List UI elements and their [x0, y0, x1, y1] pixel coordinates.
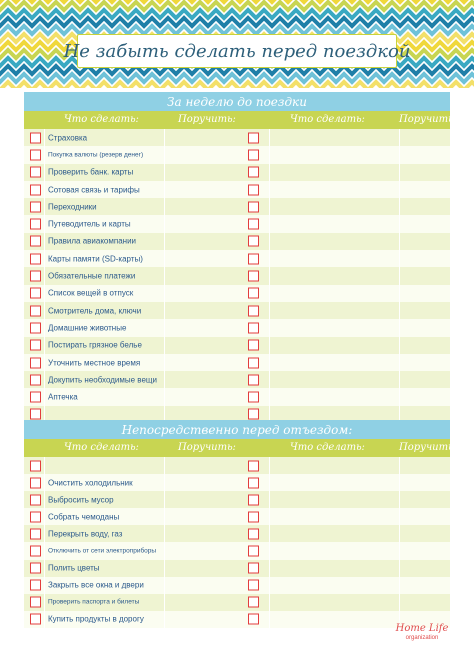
- task-cell: [44, 198, 164, 215]
- task-field-2[interactable]: [269, 611, 399, 628]
- task-checkbox[interactable]: [30, 271, 41, 282]
- column-header-who: Поручить:: [178, 114, 236, 125]
- task-row: [24, 198, 450, 215]
- logo-line-2: organization: [405, 635, 439, 641]
- task-cell: [44, 525, 164, 542]
- assignee-field[interactable]: [164, 457, 238, 474]
- column-header-who-2: Поручить:: [399, 114, 457, 125]
- task-cell: [44, 474, 164, 491]
- task-label: Смотритель дома, ключи: [48, 306, 142, 316]
- task-field-2[interactable]: [269, 337, 399, 354]
- task-cell: [44, 542, 164, 559]
- assignee-field[interactable]: [164, 594, 238, 611]
- assignee-field[interactable]: [164, 146, 238, 163]
- task-cell: [44, 457, 164, 474]
- task-row: [24, 354, 450, 371]
- task-field-2[interactable]: [269, 302, 399, 319]
- task-cell: [44, 164, 164, 181]
- task-cell: [44, 611, 164, 628]
- section-right-before-departure: [24, 420, 457, 628]
- task-field-2[interactable]: [269, 319, 399, 336]
- task-checkbox-2[interactable]: [248, 236, 259, 247]
- logo-line-1: Home Life: [395, 623, 449, 634]
- task-checkbox-2[interactable]: [248, 288, 259, 299]
- task-field-2[interactable]: [269, 577, 399, 594]
- task-checkbox[interactable]: [30, 236, 41, 247]
- task-cell: [44, 146, 164, 163]
- task-row: [24, 319, 450, 336]
- assignee-field[interactable]: [164, 474, 238, 491]
- assignee-field[interactable]: [164, 319, 238, 336]
- task-row: [24, 181, 450, 198]
- task-label: Полить цветы: [48, 563, 100, 573]
- task-checkbox-2[interactable]: [248, 167, 259, 178]
- assignee-field-2[interactable]: [399, 354, 450, 371]
- column-header-task: Что сделать:: [64, 114, 139, 125]
- task-checkbox-2[interactable]: [248, 563, 259, 574]
- assignee-field-2[interactable]: [399, 146, 450, 163]
- task-label: Проверить банк. карты: [48, 167, 134, 177]
- task-field-2[interactable]: [269, 542, 399, 559]
- assignee-field[interactable]: [164, 354, 238, 371]
- task-row: [24, 594, 450, 611]
- task-cell: [44, 285, 164, 302]
- assignee-field-2[interactable]: [399, 560, 450, 577]
- task-checkbox-2[interactable]: [248, 357, 259, 368]
- task-row: [24, 233, 450, 250]
- task-row: [24, 129, 450, 146]
- task-cell: [44, 491, 164, 508]
- task-row: [24, 146, 450, 163]
- task-row: [24, 525, 450, 542]
- task-cell: [44, 181, 164, 198]
- task-list: [24, 129, 450, 423]
- task-checkbox-2[interactable]: [248, 597, 259, 608]
- task-field-2[interactable]: [269, 474, 399, 491]
- task-row: [24, 302, 450, 319]
- task-cell: [44, 129, 164, 146]
- task-row: [24, 337, 450, 354]
- task-row: [24, 164, 450, 181]
- task-checkbox-2[interactable]: [248, 528, 259, 539]
- assignee-field-2[interactable]: [399, 319, 450, 336]
- task-checkbox-2[interactable]: [248, 340, 259, 351]
- task-cell: [44, 267, 164, 284]
- task-field-2[interactable]: [269, 129, 399, 146]
- task-label: Перекрыть воду, газ: [48, 529, 123, 539]
- assignee-field[interactable]: [164, 198, 238, 215]
- task-checkbox[interactable]: [30, 167, 41, 178]
- assignee-field[interactable]: [164, 267, 238, 284]
- task-row: [24, 611, 450, 628]
- task-label: Обязательные платежи: [48, 271, 136, 281]
- task-checkbox[interactable]: [30, 409, 41, 420]
- task-checkbox[interactable]: [30, 460, 41, 471]
- task-field-2[interactable]: [269, 457, 399, 474]
- assignee-field[interactable]: [164, 508, 238, 525]
- task-row: [24, 388, 450, 405]
- assignee-field[interactable]: [164, 388, 238, 405]
- task-cell: [44, 319, 164, 336]
- assignee-field[interactable]: [164, 371, 238, 388]
- task-cell: [44, 233, 164, 250]
- assignee-field-2[interactable]: [399, 542, 450, 559]
- task-label: Страховка: [48, 133, 88, 143]
- task-checkbox-2[interactable]: [248, 149, 259, 160]
- assignee-field-2[interactable]: [399, 285, 450, 302]
- task-field-2[interactable]: [269, 560, 399, 577]
- task-cell: [44, 354, 164, 371]
- assignee-field-2[interactable]: [399, 164, 450, 181]
- assignee-field-2[interactable]: [399, 233, 450, 250]
- task-cell: [44, 302, 164, 319]
- task-label: Собрать чемоданы: [48, 512, 120, 522]
- task-list: [24, 457, 450, 628]
- assignee-field-2[interactable]: [399, 388, 450, 405]
- task-checkbox[interactable]: [30, 528, 41, 539]
- task-field-2[interactable]: [269, 198, 399, 215]
- task-label: Закрыть все окна и двери: [48, 580, 144, 590]
- assignee-field-2[interactable]: [399, 129, 450, 146]
- assignee-field-2[interactable]: [399, 250, 450, 267]
- assignee-field[interactable]: [164, 542, 238, 559]
- task-field-2[interactable]: [269, 371, 399, 388]
- assignee-field-2[interactable]: [399, 371, 450, 388]
- task-field-2[interactable]: [269, 233, 399, 250]
- assignee-field-2[interactable]: [399, 594, 450, 611]
- task-label: Постирать грязное белье: [48, 340, 142, 350]
- assignee-field-2[interactable]: [399, 198, 450, 215]
- task-field-2[interactable]: [269, 250, 399, 267]
- task-field-2[interactable]: [269, 508, 399, 525]
- task-cell: [44, 215, 164, 232]
- task-label: Покупка валюты (резерв денег): [48, 151, 144, 159]
- task-checkbox[interactable]: [30, 357, 41, 368]
- task-checkbox[interactable]: [30, 184, 41, 195]
- task-checkbox-2[interactable]: [248, 494, 259, 505]
- assignee-field[interactable]: [164, 525, 238, 542]
- task-checkbox-2[interactable]: [248, 511, 259, 522]
- task-row: [24, 474, 450, 491]
- task-cell: [44, 508, 164, 525]
- task-checkbox[interactable]: [30, 614, 41, 625]
- task-label: Отключить от сети электроприборы: [48, 547, 157, 555]
- task-checkbox-2[interactable]: [248, 219, 259, 230]
- task-checkbox[interactable]: [30, 392, 41, 403]
- task-label: Докупить необходимые вещи: [48, 375, 157, 385]
- column-header-who: Поручить:: [178, 442, 236, 453]
- task-checkbox[interactable]: [30, 340, 41, 351]
- task-cell: [44, 560, 164, 577]
- task-checkbox-2[interactable]: [248, 271, 259, 282]
- assignee-field[interactable]: [164, 611, 238, 628]
- task-cell: [44, 371, 164, 388]
- assignee-field-2[interactable]: [399, 457, 450, 474]
- task-field-2[interactable]: [269, 594, 399, 611]
- task-field-2[interactable]: [269, 285, 399, 302]
- assignee-field-2[interactable]: [399, 181, 450, 198]
- column-header-task-2: Что сделать:: [290, 114, 365, 125]
- task-checkbox[interactable]: [30, 219, 41, 230]
- task-field-2[interactable]: [269, 525, 399, 542]
- assignee-field[interactable]: [164, 164, 238, 181]
- column-header-task-2: Что сделать:: [290, 442, 365, 453]
- task-field-2[interactable]: [269, 181, 399, 198]
- task-field-2[interactable]: [269, 354, 399, 371]
- assignee-field-2[interactable]: [399, 215, 450, 232]
- assignee-field[interactable]: [164, 250, 238, 267]
- task-checkbox[interactable]: [30, 511, 41, 522]
- task-row: [24, 371, 450, 388]
- assignee-field[interactable]: [164, 233, 238, 250]
- task-checkbox-2[interactable]: [248, 460, 259, 471]
- task-checkbox[interactable]: [30, 374, 41, 385]
- task-label: Домашние животные: [48, 323, 127, 333]
- task-checkbox[interactable]: [30, 563, 41, 574]
- assignee-field-2[interactable]: [399, 267, 450, 284]
- section-title: За неделю до поездки: [24, 92, 450, 111]
- task-checkbox[interactable]: [30, 149, 41, 160]
- task-label: Уточнить местное время: [48, 358, 141, 367]
- assignee-field[interactable]: [164, 129, 238, 146]
- task-checkbox[interactable]: [30, 288, 41, 299]
- assignee-field-2[interactable]: [399, 474, 450, 491]
- column-header-row: [24, 439, 457, 457]
- task-checkbox[interactable]: [30, 580, 41, 591]
- task-cell: [44, 577, 164, 594]
- task-row: [24, 285, 450, 302]
- task-checkbox-2[interactable]: [248, 392, 259, 403]
- task-checkbox-2[interactable]: [248, 546, 259, 557]
- task-row: [24, 215, 450, 232]
- column-header-task: Что сделать:: [64, 442, 139, 453]
- brand-logo: [392, 624, 452, 641]
- task-label: Переходники: [48, 202, 97, 212]
- task-row: [24, 267, 450, 284]
- task-checkbox-2[interactable]: [248, 253, 259, 264]
- assignee-field-2[interactable]: [399, 508, 450, 525]
- task-checkbox-2[interactable]: [248, 184, 259, 195]
- assignee-field[interactable]: [164, 215, 238, 232]
- task-checkbox-2[interactable]: [248, 374, 259, 385]
- task-checkbox[interactable]: [30, 494, 41, 505]
- task-row: [24, 560, 450, 577]
- page-title: Не забыть сделать перед поездкой: [77, 34, 397, 68]
- task-checkbox-2[interactable]: [248, 580, 259, 591]
- task-field-2[interactable]: [269, 215, 399, 232]
- task-checkbox[interactable]: [30, 253, 41, 264]
- assignee-field-2[interactable]: [399, 577, 450, 594]
- task-checkbox-2[interactable]: [248, 305, 259, 316]
- task-label: Купить продукты в дорогу: [48, 614, 144, 624]
- section-week-before: [24, 92, 457, 423]
- assignee-field[interactable]: [164, 491, 238, 508]
- task-row: [24, 491, 450, 508]
- task-field-2[interactable]: [269, 146, 399, 163]
- assignee-field[interactable]: [164, 337, 238, 354]
- task-label: Аптечка: [48, 392, 78, 402]
- assignee-field[interactable]: [164, 181, 238, 198]
- task-checkbox-2[interactable]: [248, 409, 259, 420]
- task-label: Карты памяти (SD-карты): [48, 254, 143, 264]
- task-checkbox-2[interactable]: [248, 477, 259, 488]
- task-checkbox[interactable]: [30, 597, 41, 608]
- assignee-field[interactable]: [164, 577, 238, 594]
- chevron-stripe: [0, 82, 474, 88]
- task-checkbox-2[interactable]: [248, 322, 259, 333]
- task-cell: [44, 337, 164, 354]
- assignee-field-2[interactable]: [399, 337, 450, 354]
- task-field-2[interactable]: [269, 491, 399, 508]
- task-checkbox[interactable]: [30, 322, 41, 333]
- task-row: [24, 457, 450, 474]
- task-label: Сотовая связь и тарифы: [48, 185, 140, 195]
- assignee-field[interactable]: [164, 560, 238, 577]
- task-cell: [44, 250, 164, 267]
- task-checkbox[interactable]: [30, 305, 41, 316]
- task-label: Выбросить мусор: [48, 495, 114, 505]
- task-field-2[interactable]: [269, 164, 399, 181]
- task-row: [24, 508, 450, 525]
- task-checkbox-2[interactable]: [248, 132, 259, 143]
- task-label: Очистить холодильник: [48, 478, 133, 488]
- task-label: Проверить паспорта и билеты: [48, 598, 140, 606]
- task-row: [24, 250, 450, 267]
- section-title: Непосредственно перед отъездом:: [24, 420, 450, 439]
- task-cell: [44, 388, 164, 405]
- task-field-2[interactable]: [269, 388, 399, 405]
- task-label: Список вещей в отпуск: [48, 288, 134, 298]
- task-field-2[interactable]: [269, 267, 399, 284]
- task-label: Правила авиакомпании: [48, 236, 136, 246]
- assignee-field[interactable]: [164, 302, 238, 319]
- column-header-who-2: Поручить:: [399, 442, 457, 453]
- task-checkbox-2[interactable]: [248, 614, 259, 625]
- column-header-row: [24, 111, 457, 129]
- task-checkbox[interactable]: [30, 201, 41, 212]
- assignee-field-2[interactable]: [399, 525, 450, 542]
- task-cell: [44, 594, 164, 611]
- task-row: [24, 577, 450, 594]
- task-label: Путеводитель и карты: [48, 219, 131, 229]
- task-row: [24, 542, 450, 559]
- task-checkbox[interactable]: [30, 477, 41, 488]
- assignee-field-2[interactable]: [399, 302, 450, 319]
- task-checkbox-2[interactable]: [248, 201, 259, 212]
- task-checkbox[interactable]: [30, 546, 41, 557]
- assignee-field-2[interactable]: [399, 491, 450, 508]
- assignee-field[interactable]: [164, 285, 238, 302]
- task-checkbox[interactable]: [30, 132, 41, 143]
